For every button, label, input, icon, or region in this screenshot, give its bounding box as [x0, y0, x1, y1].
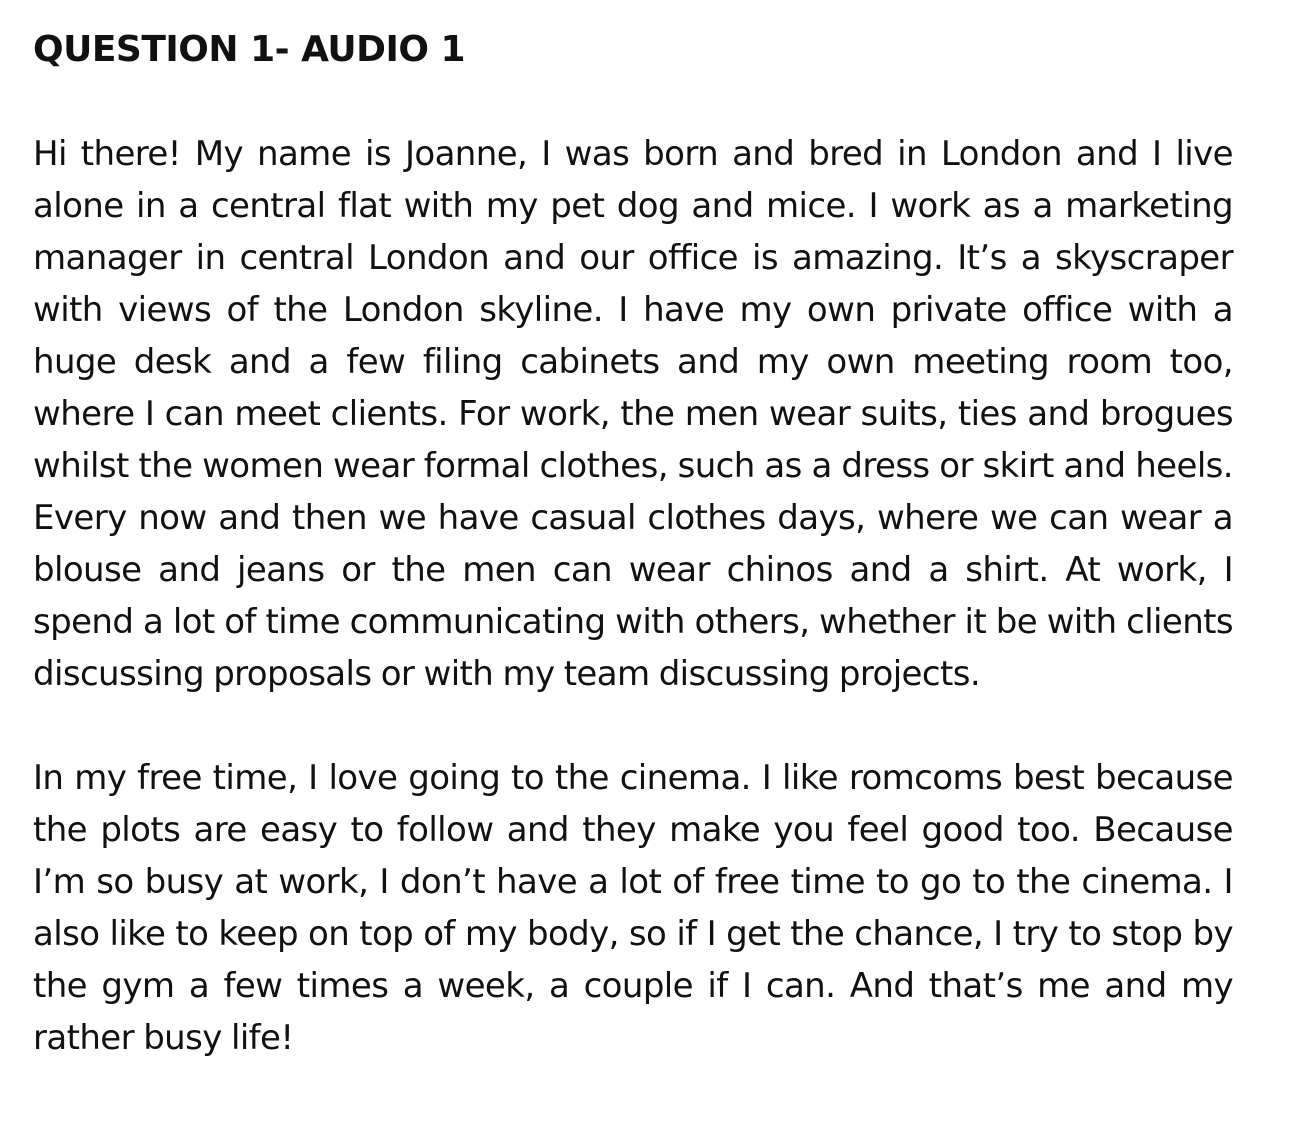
paragraph-work: Hi there! My name is Joanne, I was born and bred in London and I live alone in a central flat with my pet dog and mice. I work as a marketing manager in central London and our office is amazing. It’s a skyscraper with views of the London skyline. I have my own private office with a huge desk and a few filing cabinets and my own meeting room too, where I can meet clients. For work, the men wear suits, ties and brogues whilst the women wear formal clothes, such as a dress or skirt and heels. Every now and then we have casual clothes days, where we can wear a blouse and jeans or the men can wear chinos and a shirt. At work, I spend a lot of time communicating with others, whether it be with clients discussing proposals or with my team discussing projects.: [33, 134, 1233, 694]
document-body: [33, 24, 1233, 1064]
question-heading: QUESTION 1- AUDIO 1: [33, 29, 466, 70]
paragraph-free-time: In my free time, I love going to the cinema. I like romcoms best because the plots are easy to follow and they make you feel good too. Because I’m so busy at work, I don’t have a lot of free time to go to the cinema. I also like to keep on top of my body, so if I get the chance, I try to stop by the gym a few times a week, a couple if I can. And that’s me and my rather busy life!: [33, 758, 1233, 1058]
